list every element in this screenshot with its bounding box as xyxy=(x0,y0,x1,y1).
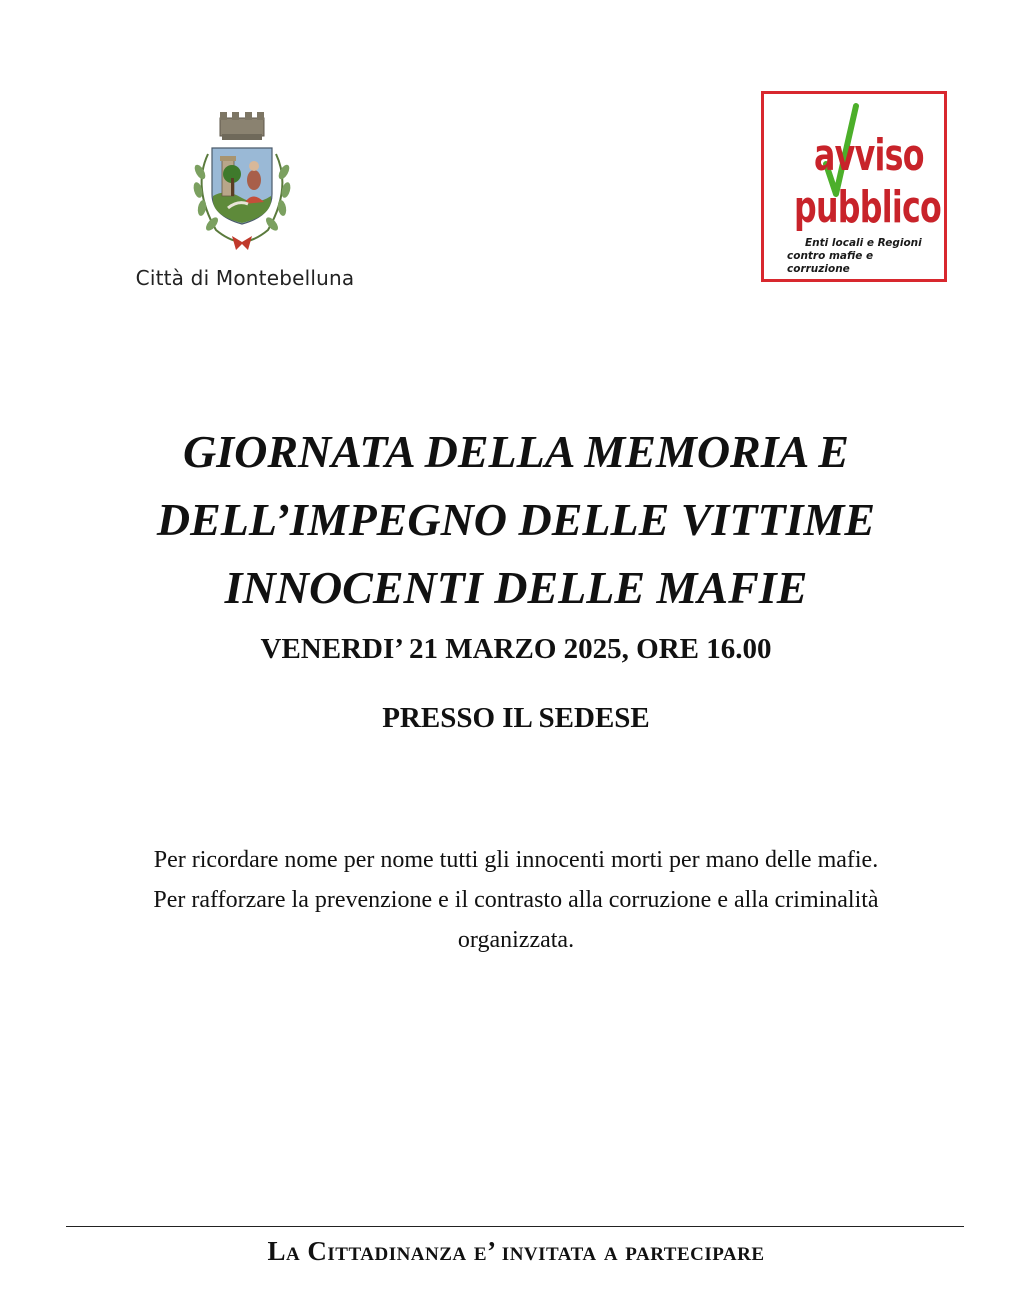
city-crest-block xyxy=(120,108,370,298)
logo-tagline-2: contro mafie e corruzione xyxy=(787,250,874,275)
event-title-line: GIORNATA DELLA MEMORIA E xyxy=(183,426,849,477)
description-line: organizzata. xyxy=(457,927,575,953)
avviso-pubblico-logo xyxy=(761,91,947,282)
footer-invitation: La Cittadinanza e’ invitata a partecipare xyxy=(267,1236,765,1266)
event-venue: PRESSO IL SEDESE xyxy=(382,702,650,734)
footer-divider xyxy=(66,1226,964,1227)
description-line: Per rafforzare la prevenzione e il contrasto alla corruzione e alla criminalità xyxy=(153,887,879,913)
event-title xyxy=(60,418,972,622)
description-line: Per ricordare nome per nome tutti gli innocenti morti per mano delle mafie. xyxy=(153,847,879,873)
event-datetime: VENERDI’ 21 MARZO 2025, ORE 16.00 xyxy=(260,633,772,665)
logo-tagline-1: Enti locali e Regioni xyxy=(805,237,922,249)
event-title-line: DELL’IMPEGNO DELLE VITTIME xyxy=(156,494,876,545)
logo-word-avviso: avviso xyxy=(814,130,924,181)
logo-word-pubblico: pubblico xyxy=(794,182,942,233)
event-description xyxy=(60,840,972,960)
city-crest-icon xyxy=(186,108,298,254)
city-name: Città di Montebelluna xyxy=(135,266,355,290)
event-title-line: INNOCENTI DELLE MAFIE xyxy=(224,562,808,613)
